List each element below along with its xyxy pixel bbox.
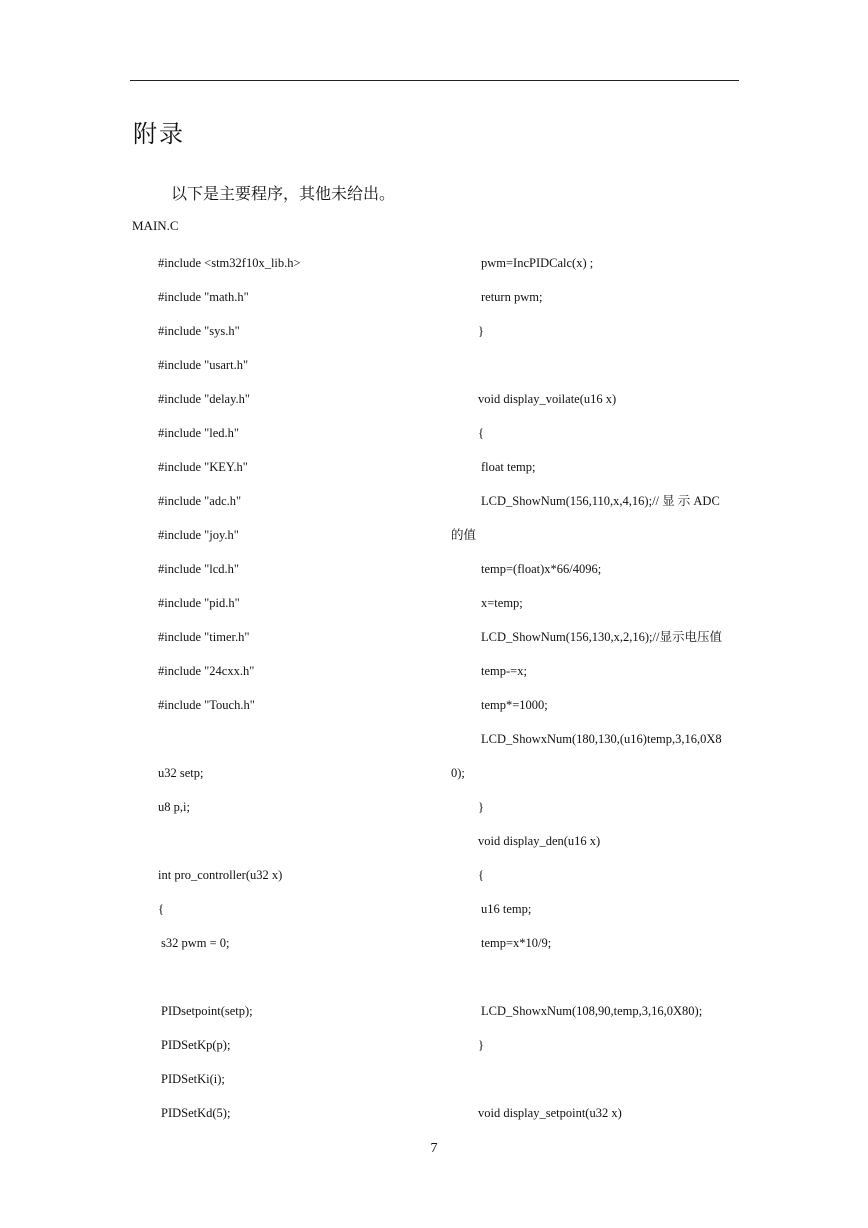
code-right-line: LCD_ShowxNum(108,90,temp,3,16,0X80);: [481, 1004, 703, 1018]
code-left-line: #include "sys.h": [158, 324, 240, 338]
code-right-line: {: [478, 868, 484, 882]
code-left-line: #include "usart.h": [158, 358, 249, 372]
code-right-line: temp=(float)x*66/4096;: [481, 562, 602, 576]
code-right-line: void display_den(u16 x): [478, 834, 601, 848]
code-right-line: temp=x*10/9;: [481, 936, 552, 950]
code-left-line: PIDsetpoint(setp);: [161, 1004, 253, 1018]
code-left-line: #include <stm32f10x_lib.h>: [158, 256, 301, 270]
code-right-line: 0);: [451, 766, 465, 780]
code-right-line: }: [478, 1038, 484, 1052]
code-left-line: u8 p,i;: [158, 800, 190, 814]
code-right-line: pwm=IncPIDCalc(x) ;: [481, 256, 594, 270]
section-title: MAIN.C: [132, 218, 179, 233]
code-left-line: #include "24cxx.h": [158, 664, 255, 678]
code-right-line: u16 temp;: [481, 902, 532, 916]
code-left-line: #include "KEY.h": [158, 460, 248, 474]
code-right-line: LCD_ShowNum(156,110,x,4,16);// 显 示 ADC: [481, 494, 720, 508]
code-right-line: LCD_ShowNum(156,130,x,2,16);//显示电压值: [481, 630, 722, 644]
code-right-line: void display_setpoint(u32 x): [478, 1106, 622, 1120]
code-right-line: temp-=x;: [481, 664, 527, 678]
code-left-line: #include "timer.h": [158, 630, 250, 644]
code-right-line: void display_voilate(u16 x): [478, 392, 617, 406]
code-right-line: }: [478, 324, 484, 338]
code-right-line: LCD_ShowxNum(180,130,(u16)temp,3,16,0X8: [481, 732, 722, 746]
code-left-line: PIDSetKd(5);: [161, 1106, 231, 1120]
code-left-line: #include "Touch.h": [158, 698, 255, 712]
code-right-line: return pwm;: [481, 290, 543, 304]
code-left-line: {: [158, 902, 164, 916]
code-left-line: #include "joy.h": [158, 528, 239, 542]
code-left-line: #include "led.h": [158, 426, 240, 440]
code-right-line: {: [478, 426, 484, 440]
code-left-line: u32 setp;: [158, 766, 204, 780]
code-right-line: 的值: [451, 528, 477, 542]
code-left-line: int pro_controller(u32 x): [158, 868, 283, 882]
code-right-line: }: [478, 800, 484, 814]
code-left-line: #include "delay.h": [158, 392, 251, 406]
header-rule: [130, 80, 739, 81]
code-left-line: #include "math.h": [158, 290, 249, 304]
code-right-line: float temp;: [481, 460, 536, 474]
code-left-line: #include "lcd.h": [158, 562, 240, 576]
intro-paragraph: 以下是主要程序，其他未给出。: [171, 184, 396, 203]
code-left-line: #include "adc.h": [158, 494, 242, 508]
code-right-line: x=temp;: [481, 596, 523, 610]
page-number: 7: [430, 1141, 438, 1156]
code-left-line: PIDSetKp(p);: [161, 1038, 231, 1052]
code-left-line: #include "pid.h": [158, 596, 240, 610]
code-right-line: temp*=1000;: [481, 698, 548, 712]
code-left-line: PIDSetKi(i);: [161, 1072, 225, 1086]
code-left-line: s32 pwm = 0;: [161, 936, 230, 950]
appendix-heading: 附录: [133, 120, 185, 148]
